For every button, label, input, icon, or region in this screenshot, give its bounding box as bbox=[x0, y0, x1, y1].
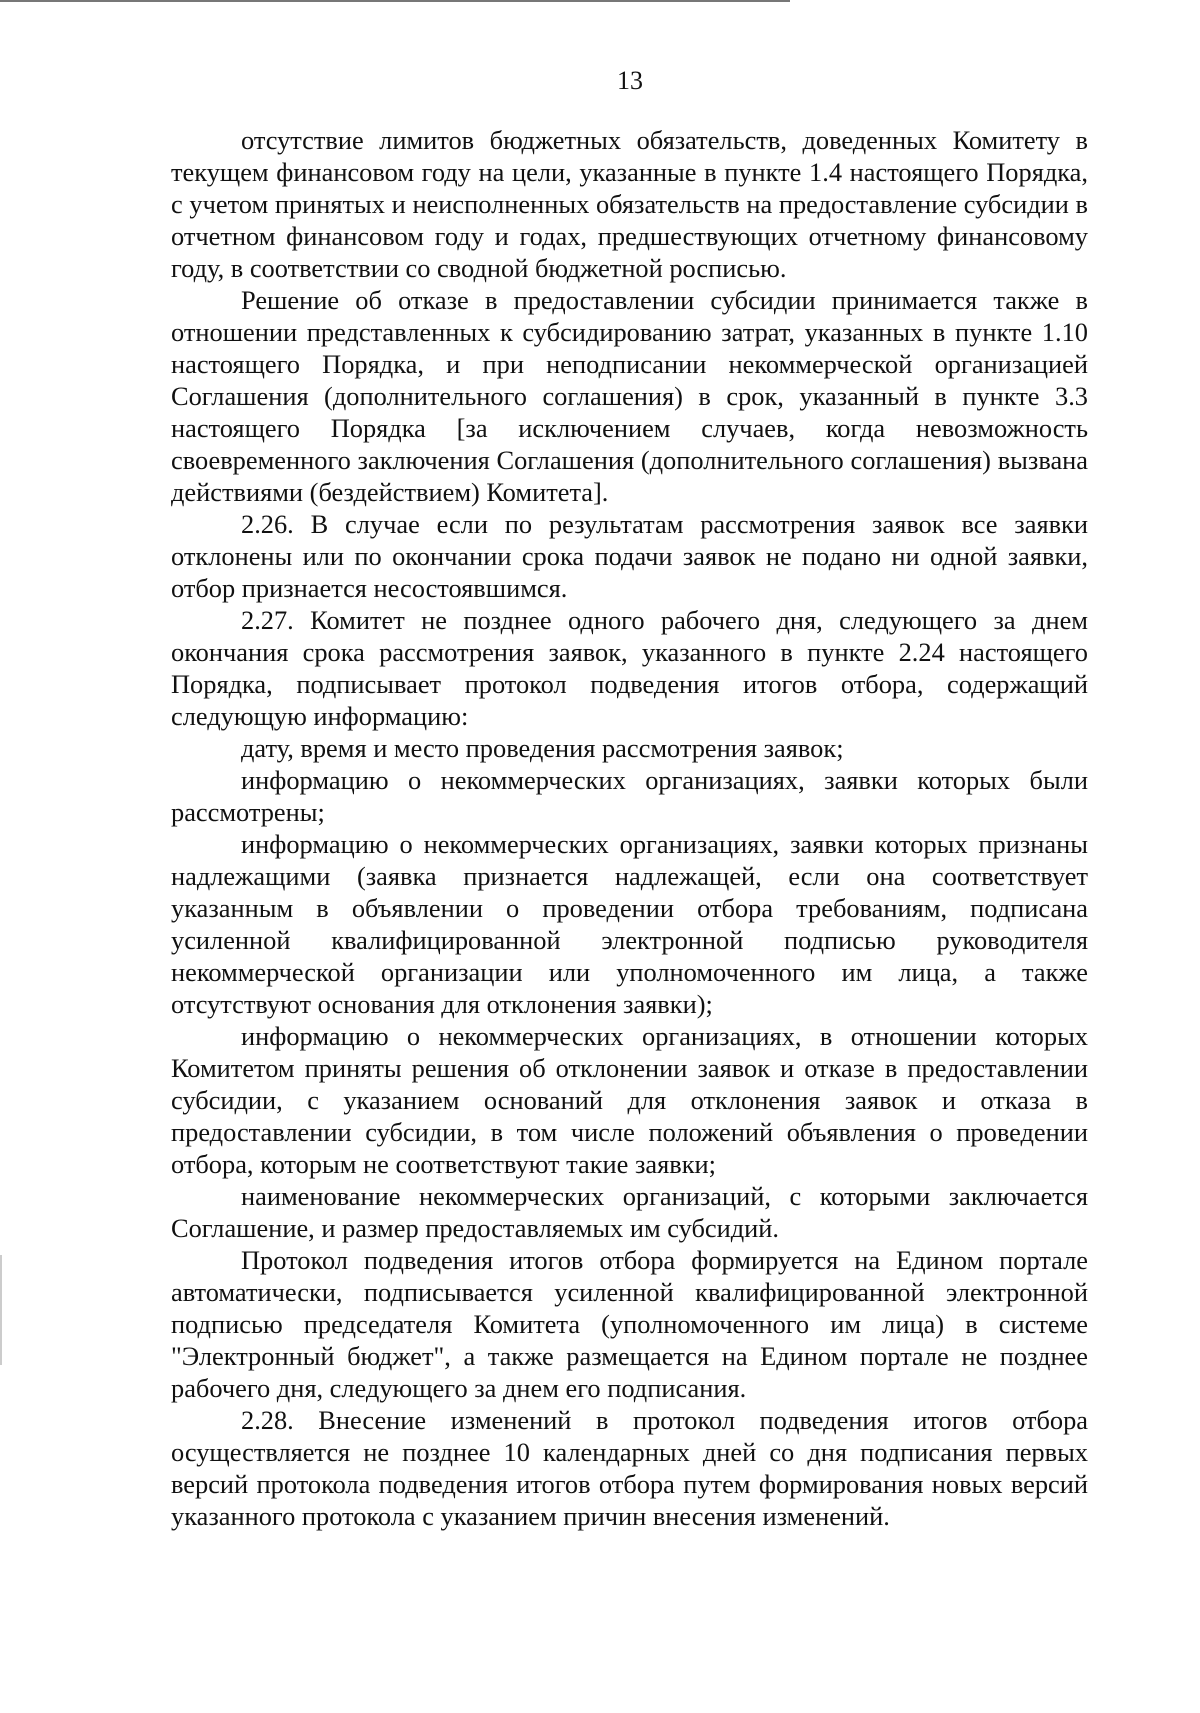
list-item-proper-applications: информацию о некоммерческих организациях, заявки которых признаны надлежащими (заявка признается надлежащей, если она соответствует указанным в объявлении о проведении отбора требованиям, подписана усиленной квалифицированной электронной подписью руководителя некоммерческой организации или уполномоченного им лица, а также отсутствуют основания для отклонения заявки); bbox=[171, 829, 1088, 1019]
list-item-reviewed-organizations: информацию о некоммерческих организациях, заявки которых были рассмотрены; bbox=[171, 765, 1088, 827]
paragraph-budget-limits: отсутствие лимитов бюджетных обязательств, доведенных Комитету в текущем финансовом году на цели, указанные в пункте 1.4 настоящего Порядка, с учетом принятых и неисполненных обязательств на предоставление субсидии в отчетном финансовом году и годах, предшествующих отчетному финансовому году, в соответствии со сводной бюджетной росписью. bbox=[171, 125, 1088, 283]
paragraph-2-27: 2.27. Комитет не позднее одного рабочего дня, следующего за днем окончания срока рассмотрения заявок, указанного в пункте 2.24 настоящего Порядка, подписывает протокол подведения итогов отбора, содержащий следующую информацию: bbox=[171, 605, 1088, 731]
scan-edge-mark bbox=[0, 1255, 2, 1365]
paragraph-2-26: 2.26. В случае если по результатам рассмотрения заявок все заявки отклонены или по окончании срока подачи заявок не подано ни одной заявки, отбор признается несостоявшимся. bbox=[171, 509, 1088, 603]
list-item-date-time-place: дату, время и место проведения рассмотрения заявок; bbox=[241, 733, 844, 763]
list-item-agreement-organizations: наименование некоммерческих организаций, с которыми заключается Соглашение, и размер предоставляемых им субсидий. bbox=[171, 1181, 1088, 1243]
list-item-rejected-applications: информацию о некоммерческих организациях, в отношении которых Комитетом приняты решения об отклонении заявок и отказе в предоставлении субсидии, с указанием оснований для отклонения заявок и отказа в предоставлении субсидии, в том числе положений объявления о проведении отбора, которым не соответствуют такие заявки; bbox=[171, 1021, 1088, 1179]
page-number: 13 bbox=[617, 66, 643, 95]
scan-edge-line bbox=[0, 0, 790, 2]
paragraph-protocol-formation: Протокол подведения итогов отбора формируется на Едином портале автоматически, подписывается усиленной квалифицированной электронной подписью председателя Комитета (уполномоченного им лица) в системе "Электронный бюджет", а также размещается на Едином портале не позднее рабочего дня, следующего за днем его подписания. bbox=[171, 1245, 1088, 1403]
paragraph-2-28: 2.28. Внесение изменений в протокол подведения итогов отбора осуществляется не позднее 10 календарных дней со дня подписания первых версий протокола подведения итогов отбора путем формирования новых версий указанного протокола с указанием причин внесения изменений. bbox=[171, 1405, 1088, 1531]
paragraph-refusal-decision: Решение об отказе в предоставлении субсидии принимается также в отношении представленных к субсидированию затрат, указанных в пункте 1.10 настоящего Порядка, и при неподписании некоммерческой организацией Соглашения (дополнительного соглашения) в срок, указанный в пункте 3.3 настоящего Порядка [за исключением случаев, когда невозможность своевременного заключения Соглашения (дополнительного соглашения) вызвана действиями (бездействием) Комитета]. bbox=[171, 285, 1088, 507]
document-body bbox=[171, 124, 1088, 1532]
